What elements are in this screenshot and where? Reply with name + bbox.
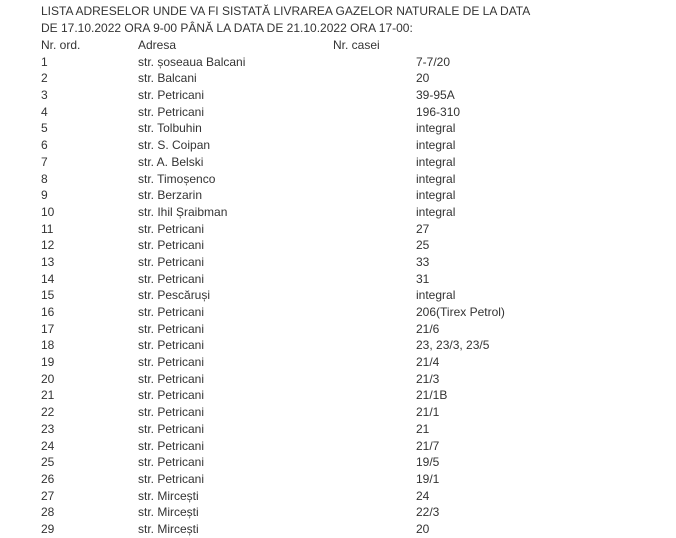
row-nr-casei: integral xyxy=(416,288,456,303)
table-row xyxy=(41,120,661,137)
row-adresa: str. Petricani xyxy=(138,321,205,336)
row-nr-casei: 25 xyxy=(416,238,430,253)
table-header-row xyxy=(41,37,661,54)
row-adresa: str. S. Coipan xyxy=(138,138,211,153)
row-adresa: str. Petricani xyxy=(138,104,205,119)
row-nr-ord: 7 xyxy=(41,154,48,169)
table-row xyxy=(41,221,661,238)
row-adresa: str. Petricani xyxy=(138,455,205,470)
row-adresa: str. Petricani xyxy=(138,88,205,103)
row-nr-ord: 11 xyxy=(41,221,54,236)
document xyxy=(41,3,661,538)
row-adresa: str. Balcani xyxy=(138,71,197,86)
row-nr-ord: 20 xyxy=(41,371,55,386)
row-nr-casei: 23, 23/3, 23/5 xyxy=(416,338,490,353)
row-nr-casei: 20 xyxy=(416,521,430,536)
row-adresa: str. Petricani xyxy=(138,271,205,286)
row-adresa: str. Petricani xyxy=(138,221,205,236)
row-nr-casei: 21/4 xyxy=(416,355,440,370)
row-nr-ord: 6 xyxy=(41,138,48,153)
row-nr-ord: 19 xyxy=(41,355,55,370)
row-nr-casei: 19/1 xyxy=(416,471,440,486)
table-row xyxy=(41,104,661,121)
row-nr-ord: 29 xyxy=(41,521,55,536)
row-adresa: str. Berzarin xyxy=(138,188,203,203)
table-body xyxy=(41,54,661,538)
row-nr-ord: 17 xyxy=(41,321,55,336)
row-adresa: str. Mircești xyxy=(138,521,199,536)
table-row xyxy=(41,471,661,488)
row-nr-casei: 31 xyxy=(416,271,430,286)
table-row xyxy=(41,371,661,388)
row-nr-ord: 24 xyxy=(41,438,55,453)
row-nr-casei: integral xyxy=(416,188,456,203)
row-nr-casei: 7-7/20 xyxy=(416,54,451,69)
table-row xyxy=(41,70,661,87)
row-nr-ord: 4 xyxy=(41,104,48,119)
table-row xyxy=(41,504,661,521)
table-row xyxy=(41,287,661,304)
row-nr-casei: 21/1B xyxy=(416,388,448,403)
table-row xyxy=(41,321,661,338)
row-nr-casei: 21/3 xyxy=(416,371,440,386)
row-adresa: str. Petricani xyxy=(138,471,205,486)
row-nr-casei: integral xyxy=(416,121,456,136)
row-nr-casei: 21/1 xyxy=(416,405,440,420)
row-nr-casei: integral xyxy=(416,171,456,186)
row-nr-casei: 22/3 xyxy=(416,505,440,520)
table-row xyxy=(41,454,661,471)
row-nr-casei: 24 xyxy=(416,488,430,503)
row-nr-casei: integral xyxy=(416,138,456,153)
row-nr-ord: 16 xyxy=(41,305,55,319)
row-nr-ord: 25 xyxy=(41,455,55,470)
row-adresa: str. Petricani xyxy=(138,371,205,386)
document-title-line-1: LISTA ADRESELOR UNDE VA FI SISTATĂ LIVRAREA GAZELOR NATURALE DE LA DATA xyxy=(41,4,531,18)
row-nr-ord: 27 xyxy=(41,488,55,503)
table-row xyxy=(41,304,661,321)
row-nr-casei: 19/5 xyxy=(416,455,440,470)
document-title-line-2: DE 17.10.2022 ORA 9-00 PÂNĂ LA DATA DE 21.10.2022 ORA 17-00: xyxy=(41,21,413,35)
row-adresa: str. Petricani xyxy=(138,238,205,253)
table-row xyxy=(41,204,661,221)
row-nr-casei: 196-310 xyxy=(416,104,461,119)
row-nr-ord: 22 xyxy=(41,405,55,420)
row-nr-ord: 9 xyxy=(41,188,48,203)
row-nr-casei: 20 xyxy=(416,71,430,86)
table-row xyxy=(41,521,661,538)
table-row xyxy=(41,404,661,421)
table-row xyxy=(41,154,661,171)
row-adresa: str. Petricani xyxy=(138,405,205,420)
table-row xyxy=(41,488,661,505)
row-adresa: str. Ihil Șraibman xyxy=(138,204,228,219)
row-nr-ord: 1 xyxy=(41,54,48,69)
row-adresa: str. Petricani xyxy=(138,421,205,436)
table-row xyxy=(41,54,661,71)
row-adresa: str. Timoșenco xyxy=(138,171,216,186)
row-nr-casei: 33 xyxy=(416,254,430,269)
table-row xyxy=(41,87,661,104)
table-row xyxy=(41,337,661,354)
table-row xyxy=(41,271,661,288)
row-nr-casei: 27 xyxy=(416,221,430,236)
row-nr-casei: 206(Tirex Petrol) xyxy=(416,305,505,319)
address-table xyxy=(41,37,661,538)
table-row xyxy=(41,237,661,254)
row-nr-ord: 8 xyxy=(41,171,48,186)
row-nr-ord: 28 xyxy=(41,505,55,520)
table-row xyxy=(41,421,661,438)
row-nr-casei: 21 xyxy=(416,421,430,436)
header-nr-ord: Nr. ord. xyxy=(41,38,81,52)
row-adresa: str. Petricani xyxy=(138,254,205,269)
row-nr-casei: integral xyxy=(416,204,456,219)
table-row xyxy=(41,354,661,371)
row-nr-casei: 21/6 xyxy=(416,321,440,336)
table-row xyxy=(41,137,661,154)
row-adresa: str. A. Belski xyxy=(138,154,204,169)
row-nr-ord: 3 xyxy=(41,88,48,103)
row-nr-casei: 21/7 xyxy=(416,438,440,453)
table-row xyxy=(41,254,661,271)
row-nr-ord: 10 xyxy=(41,204,55,219)
row-adresa: str. Petricani xyxy=(138,305,205,319)
row-adresa: str. șoseaua Balcani xyxy=(138,54,246,69)
row-adresa: str. Pescăruși xyxy=(138,288,211,303)
table-row xyxy=(41,438,661,455)
row-nr-ord: 15 xyxy=(41,288,55,303)
header-nr-casei: Nr. casei xyxy=(333,38,380,52)
row-nr-ord: 5 xyxy=(41,121,48,136)
row-adresa: str. Petricani xyxy=(138,388,205,403)
row-nr-ord: 21 xyxy=(41,388,55,403)
row-nr-ord: 23 xyxy=(41,421,55,436)
row-nr-casei: integral xyxy=(416,154,456,169)
row-nr-ord: 12 xyxy=(41,238,55,253)
row-nr-ord: 26 xyxy=(41,471,55,486)
row-adresa: str. Petricani xyxy=(138,355,205,370)
table-row xyxy=(41,187,661,204)
row-adresa: str. Mircești xyxy=(138,488,199,503)
row-nr-casei: 39-95A xyxy=(416,88,455,103)
row-nr-ord: 18 xyxy=(41,338,55,353)
table-row xyxy=(41,171,661,188)
row-nr-ord: 13 xyxy=(41,254,55,269)
row-adresa: str. Tolbuhin xyxy=(138,121,202,136)
row-nr-ord: 2 xyxy=(41,71,48,86)
row-nr-ord: 14 xyxy=(41,271,55,286)
table-row xyxy=(41,387,661,404)
row-adresa: str. Petricani xyxy=(138,438,205,453)
row-adresa: str. Mircești xyxy=(138,505,199,520)
header-adresa: Adresa xyxy=(138,38,177,52)
row-adresa: str. Petricani xyxy=(138,338,205,353)
